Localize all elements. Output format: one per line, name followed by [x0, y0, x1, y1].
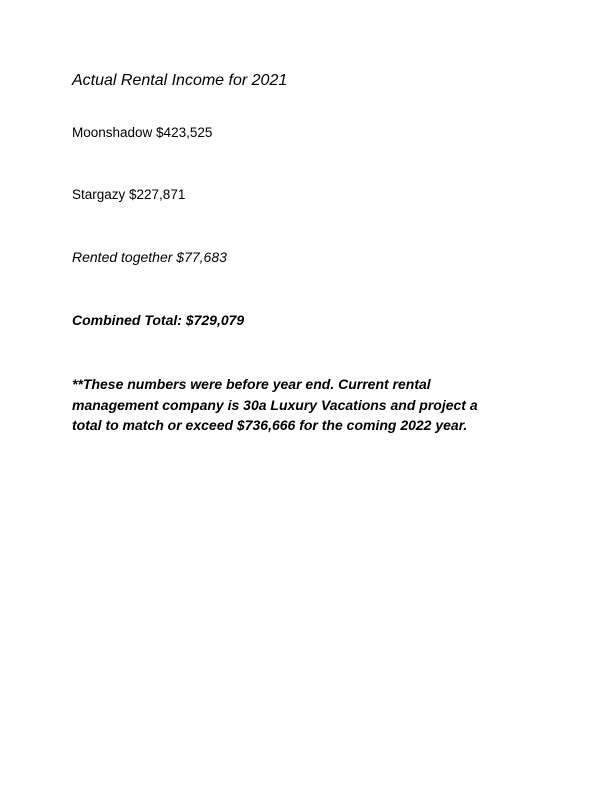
document-title: Actual Rental Income for 2021 [72, 72, 288, 89]
footnote-line: management company is 30a Luxury Vacations and project a [72, 396, 478, 413]
footnote-line: total to match or exceed $736,666 for the coming 2022 year. [72, 417, 468, 433]
moonshadow-income: Moonshadow $423,525 [72, 125, 213, 140]
rented-together-income: Rented together $77,683 [72, 249, 227, 265]
combined-total: Combined Total: $729,079 [72, 312, 245, 328]
footnote-line: **These numbers were before year end. Current rental [72, 376, 431, 392]
footnote [72, 374, 522, 436]
stargazy-income: Stargazy $227,871 [72, 187, 186, 202]
